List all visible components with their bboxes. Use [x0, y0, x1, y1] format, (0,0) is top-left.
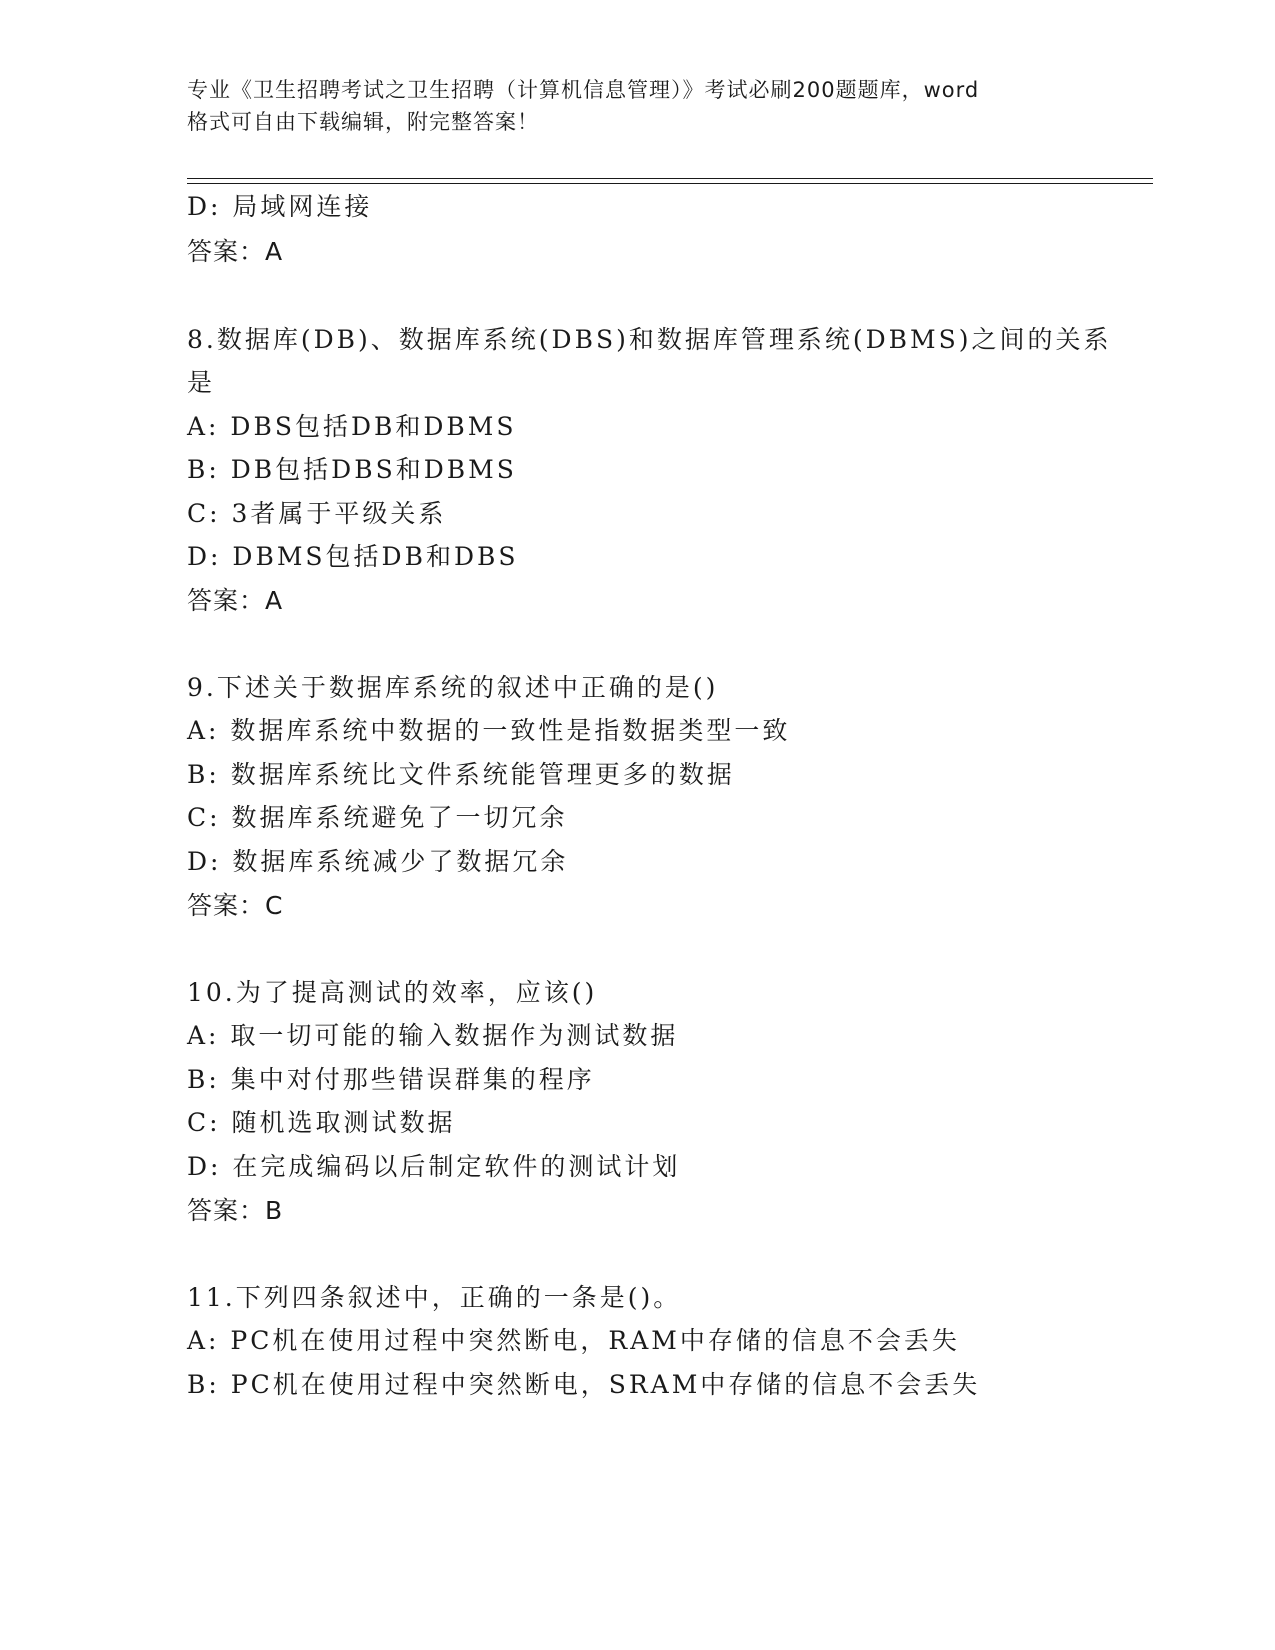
option-line: A: DBS包括DB和DBMS: [187, 412, 517, 441]
header-line-2: 格式可自由下载编辑，附完整答案！: [187, 110, 539, 134]
answer-line: 答案：B: [187, 1196, 284, 1225]
option-line: A: PC机在使用过程中突然断电，RAM中存储的信息不会丢失: [187, 1326, 960, 1355]
question-line: 8.数据库(DB)、数据库系统(DBS)和数据库管理系统(DBMS)之间的关系: [187, 325, 1112, 354]
option-line: D: 在完成编码以后制定软件的测试计划: [187, 1152, 681, 1181]
answer-line: 答案：A: [187, 237, 284, 266]
option-line: B: DB包括DBS和DBMS: [187, 455, 517, 484]
option-line: D: DBMS包括DB和DBS: [187, 542, 519, 571]
option-line: C: 3者属于平级关系: [187, 499, 447, 528]
option-line: D: 局域网连接: [187, 192, 373, 221]
option-line: B: 集中对付那些错误群集的程序: [187, 1065, 595, 1094]
option-line: D: 数据库系统减少了数据冗余: [187, 847, 569, 876]
option-line: A: 数据库系统中数据的一致性是指数据类型一致: [187, 716, 791, 745]
header-divider-top: [187, 178, 1153, 179]
document-header: [187, 74, 1087, 138]
question-line: 10.为了提高测试的效率，应该(): [187, 978, 598, 1007]
option-line: B: 数据库系统比文件系统能管理更多的数据: [187, 760, 735, 789]
option-line: A: 取一切可能的输入数据作为测试数据: [187, 1021, 679, 1050]
option-line: C: 数据库系统避免了一切冗余: [187, 803, 568, 832]
header-divider-bottom: [187, 183, 1153, 184]
question-line: 是: [187, 368, 216, 397]
option-line: C: 随机选取测试数据: [187, 1108, 456, 1137]
header-line-1: 专业《卫生招聘考试之卫生招聘（计算机信息管理）》考试必刷200题题库，word: [187, 78, 980, 102]
answer-line: 答案：A: [187, 586, 284, 615]
question-line: 11.下列四条叙述中，正确的一条是()。: [187, 1283, 682, 1312]
option-line: B: PC机在使用过程中突然断电，SRAM中存储的信息不会丢失: [187, 1370, 981, 1399]
question-line: 9.下述关于数据库系统的叙述中正确的是(): [187, 673, 719, 702]
answer-line: 答案：C: [187, 891, 284, 920]
